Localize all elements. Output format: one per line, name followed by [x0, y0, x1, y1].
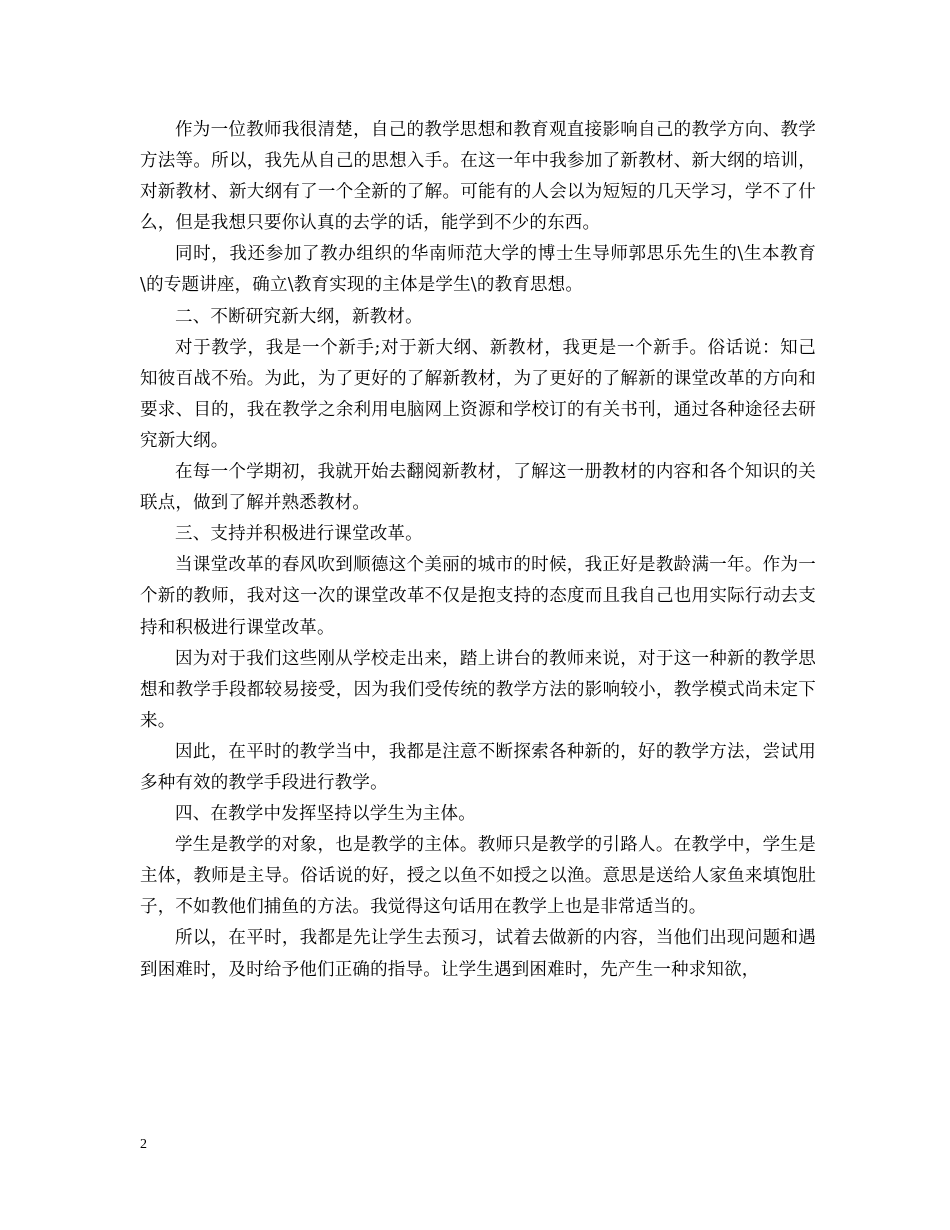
page-number: 2: [140, 1137, 147, 1152]
paragraph-1: 作为一位教师我很清楚，自己的教学思想和教育观直接影响自己的教学方向、教学方法等。所以，我先从自己的思想入手。在这一年中我参加了新教材、新大纲的培训，对新教材、新大纲有了一个全新的了解。可能有的人会以为短短的几天学习，学不了什么，但是我想只要你认真的去学的话，能学到不少的东西。: [140, 120, 816, 234]
section-heading-4: 四、在教学中发挥坚持以学生为主体。: [175, 804, 476, 825]
paragraph-5: 当课堂改革的春风吹到顺德这个美丽的城市的时候，我正好是教龄满一年。作为一个新的教师，我对这一次的课堂改革不仅是抱支持的态度而且我自己也用实际行动去支持和积极进行课堂改革。: [140, 555, 816, 638]
paragraph-7: 因此，在平时的教学当中，我都是注意不断探索各种新的，好的教学方法，尝试用多种有效的教学手段进行教学。: [140, 741, 816, 793]
section-heading-3: 三、支持并积极进行课堂改革。: [175, 524, 423, 545]
paragraph-3: 对于教学，我是一个新手;对于新大纲、新教材，我更是一个新手。俗话说：知己知彼百战不殆。为此，为了更好的了解新教材，为了更好的了解新的课堂改革的方向和要求、目的，我在教学之余利用电脑网上资源和学校订的有关书刊，通过各种途径去研究新大纲。: [140, 337, 816, 451]
paragraph-9: 所以，在平时，我都是先让学生去预习，试着去做新的内容，当他们出现问题和遇到困难时，及时给予他们正确的指导。让学生遇到困难时，先产生一种求知欲，: [140, 928, 816, 980]
paragraph-8: 学生是教学的对象，也是教学的主体。教师只是教学的引路人。在教学中，学生是主体，教师是主导。俗话说的好，授之以鱼不如授之以渔。意思是送给人家鱼来填饱肚子，不如教他们捕鱼的方法。我觉得这句话用在教学上也是非常适当的。: [140, 835, 816, 918]
paragraph-4: 在每一个学期初，我就开始去翻阅新教材，了解这一册教材的内容和各个知识的关联点，做到了解并熟悉教材。: [140, 462, 816, 514]
paragraph-2: 同时，我还参加了教办组织的华南师范大学的博士生导师郭思乐先生的\生本教育\的专题讲座，确立\教育实现的主体是学生\的教育思想。: [140, 244, 816, 296]
paragraph-6: 因为对于我们这些刚从学校走出来，踏上讲台的教师来说，对于这一种新的教学思想和教学手段都较易接受，因为我们受传统的教学方法的影响较小，教学模式尚未定下来。: [140, 648, 816, 731]
document-body: [140, 115, 816, 986]
section-heading-2: 二、不断研究新大纲，新教材。: [175, 306, 423, 327]
